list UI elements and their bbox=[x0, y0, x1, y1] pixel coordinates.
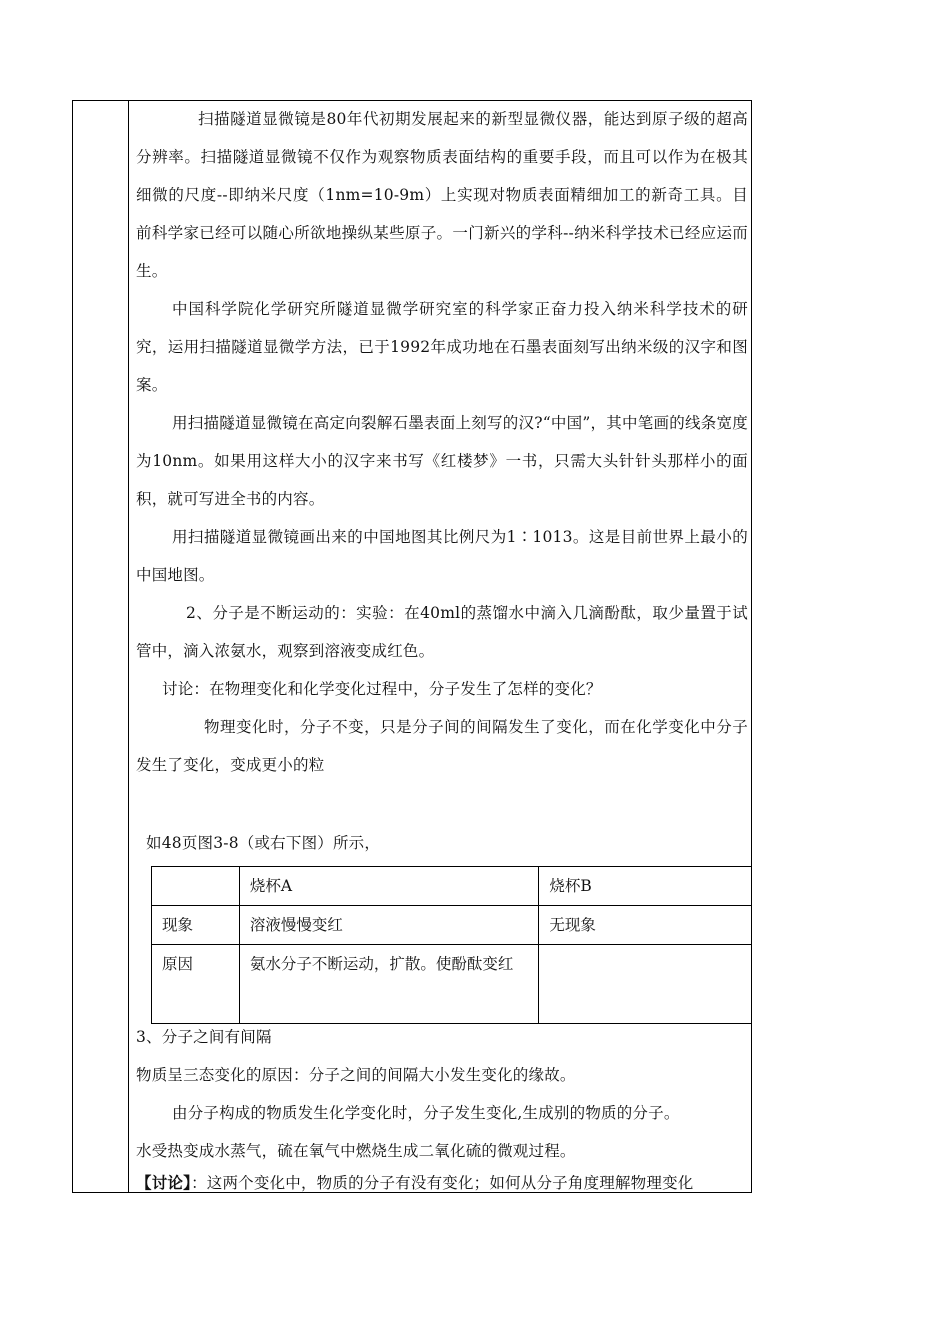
paragraph-physical-chemical: 物理变化时，分子不变，只是分子间的间隔发生了变化，而在化学变化中分子发生了变化，变成更小的粒 bbox=[136, 718, 748, 774]
paragraph-nano-map: 用扫描隧道显微镜画出来的中国地图其比例尺为1∶1013。这是目前世界上最小的中国地图。 bbox=[136, 528, 748, 584]
paragraph-stm-intro: 扫描隧道显微镜是80年代初期发展起来的新型显微仪器，能达到原子级的超高分辨率。扫描隧道显微镜不仅作为观察物质表面结构的重要手段，而且可以作为在极其细微的尺度--即纳米尺度（1nm=10-9m）上实现对物质表面精细加工的新奇工具。目前科学家已经可以随心所欲地操纵某些原子。一门新兴的学科--纳米科学技术已经应运而生。 bbox=[136, 110, 748, 280]
paragraph-discussion: 讨论：在物理变化和化学变化过程中，分子发生了怎样的变化？ bbox=[162, 680, 602, 698]
paragraph-cas-research: 中国科学院化学研究所隧道显微学研究室的科学家正奋力投入纳米科学技术的研究，运用扫描隧道显微学方法，已于1992年成功地在石墨表面刻写出纳米级的汉字和图案。 bbox=[136, 300, 748, 394]
table-row bbox=[152, 945, 752, 1024]
paragraph-molecule-motion: 2、分子是不断运动的：实验：在40ml的蒸馏水中滴入几滴酚酞，取少量置于试管中，滴入浓氨水，观察到溶液变成红色。 bbox=[136, 604, 748, 660]
table-cell: 烧杯A bbox=[239, 867, 538, 906]
content-column bbox=[136, 100, 748, 784]
paragraph-three-states: 物质呈三态变化的原因：分子之间的间隔大小发生变化的缘故。 bbox=[136, 1066, 576, 1084]
figure-reference: 如48页图3-8（或右下图）所示， bbox=[146, 834, 381, 852]
discussion-text: ：这两个变化中，物质的分子有没有变化；如何从分子角度理解物理变化 bbox=[191, 1174, 694, 1192]
table-cell: 无现象 bbox=[539, 906, 752, 945]
table-cell: 溶液慢慢变红 bbox=[239, 906, 538, 945]
paragraph-nano-writing: 用扫描隧道显微镜在高定向裂解石墨表面上刻写的汉?“中国”，其中笔画的线条宽度为10nm。如果用这样大小的汉字来书写《红楼梦》一书，只需大头针针头那样小的面积，就可写进全书的内容。 bbox=[136, 414, 748, 508]
table-cell: 氨水分子不断运动，扩散。使酚酞变红 bbox=[239, 945, 538, 1024]
paragraph-chemical-change: 由分子构成的物质发生化学变化时，分子发生变化,生成别的物质的分子。 bbox=[172, 1104, 680, 1122]
table-cell bbox=[539, 945, 752, 1024]
comparison-table bbox=[151, 866, 752, 1024]
table-cell: 现象 bbox=[152, 906, 240, 945]
paragraph-water-sulfur: 水受热变成水蒸气，硫在氧气中燃烧生成二氧化硫的微观过程。 bbox=[136, 1142, 576, 1160]
paragraph-discussion-2 bbox=[136, 1164, 748, 1202]
discussion-label: 【讨论】 bbox=[136, 1173, 192, 1192]
table-cell: 原因 bbox=[152, 945, 240, 1024]
left-column bbox=[72, 100, 129, 1193]
table-cell bbox=[152, 867, 240, 906]
table-cell: 烧杯B bbox=[539, 867, 752, 906]
section-3-heading: 3、分子之间有间隔 bbox=[136, 1028, 272, 1046]
table-row bbox=[152, 867, 752, 906]
table-row bbox=[152, 906, 752, 945]
